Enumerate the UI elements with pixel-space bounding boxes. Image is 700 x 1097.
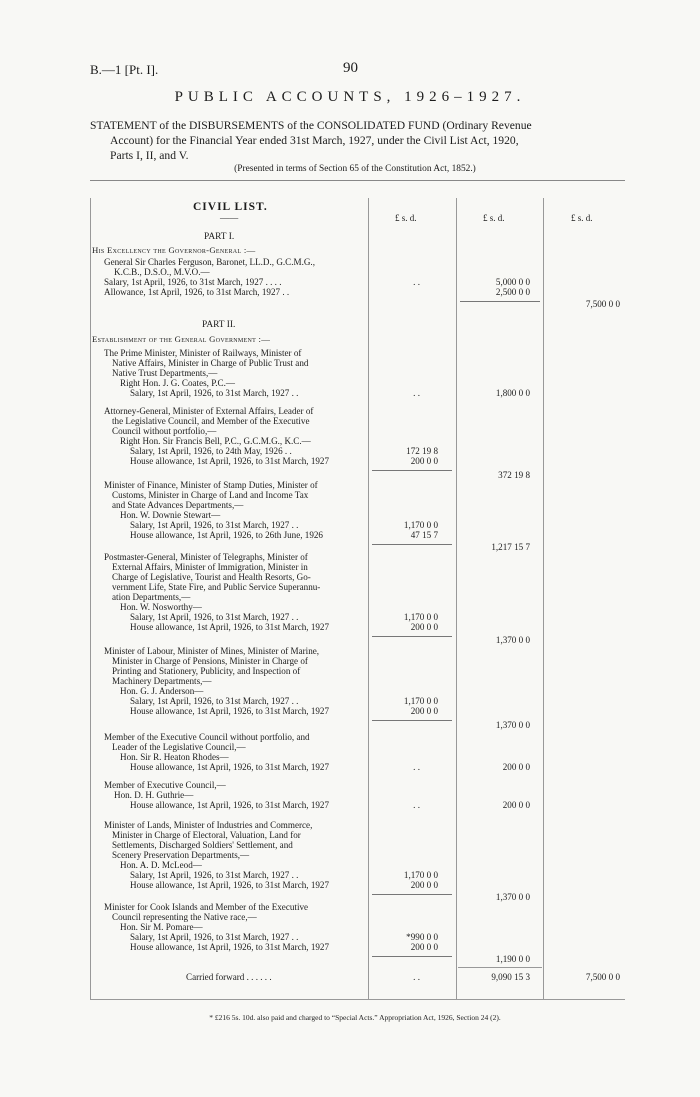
entry-line: House allowance, 1st April, 1926, to 31st March, 1927 <box>130 880 330 890</box>
entry-line: Salary, 1st April, 1926, to 24th May, 1926 . . <box>130 446 292 456</box>
entry-line: Member of Executive Council,— <box>104 780 226 790</box>
entry-sum-rule <box>372 956 452 957</box>
carried-forward-rule <box>458 967 542 968</box>
entry-line: and State Advances Departments,— <box>112 500 244 510</box>
table-bottom-rule <box>90 999 625 1000</box>
entry-line: Customs, Minister in Charge of Land and Income Tax <box>112 490 309 500</box>
part-1-line: Salary, 1st April, 1926, to 31st March, 1927 . . . . <box>104 277 282 287</box>
part-1-line: Allowance, 1st April, 1926, to 31st March, 1927 . . <box>104 287 290 297</box>
part-1-title: PART I. <box>204 232 235 242</box>
entry-sum-rule <box>372 636 452 637</box>
entry-col2: 1,190 0 0 <box>495 954 530 964</box>
part-2-heading: Establishment of the General Government :— <box>92 334 271 344</box>
entry-line: Right Hon. J. G. Coates, P.C.— <box>120 378 235 388</box>
column-rule-3 <box>543 198 544 1000</box>
statement-title <box>90 118 620 163</box>
statement-line-3: Parts I, II, and V. <box>110 149 189 162</box>
entry-line: Minister for Cook Islands and Member of the Executive <box>104 902 309 912</box>
entry-line: Hon. Sir R. Heaton Rhodes— <box>120 752 229 762</box>
entry-line: Settlements, Discharged Soldiers' Settlement, and <box>112 840 293 850</box>
entry-line: Hon. W. Nosworthy— <box>120 602 202 612</box>
entry-line: Hon. D. H. Guthrie— <box>114 790 194 800</box>
entry-col1a: 1,170 0 0 <box>403 696 438 706</box>
entry-line: Salary, 1st April, 1926, to 31st March, 1927 . . <box>130 696 299 706</box>
entry-line: House allowance, 1st April, 1926, to 31st March, 1927 <box>130 622 330 632</box>
part-2-title: PART II. <box>202 320 236 330</box>
entry-col1a: 1,170 0 0 <box>403 520 438 530</box>
carried-forward-col1: . . <box>413 972 420 982</box>
table-top-rule <box>90 180 625 181</box>
entry-line: Member of the Executive Council without portfolio, and <box>104 732 310 742</box>
part-1-heading: His Excellency the Governor-General :— <box>92 245 256 255</box>
entry-line: Native Affairs, Minister in Charge of Public Trust and <box>112 358 309 368</box>
entry-line: Attorney-General, Minister of External Affairs, Leader of <box>104 406 314 416</box>
col3-currency-header: £ s. d. <box>571 213 593 223</box>
entry-line: Minister of Finance, Minister of Stamp Duties, Minister of <box>104 480 318 490</box>
entry-line: Salary, 1st April, 1926, to 31st March, 1927 . . <box>130 870 299 880</box>
entry-line: House allowance, 1st April, 1926, to 26th June, 1926 <box>130 530 323 540</box>
entry-col1a: *990 0 0 <box>406 932 438 942</box>
column-rule-2 <box>456 198 457 1000</box>
footnote: * £216 5s. 10d. also paid and charged to “Special Acts.” Appropriation Act, 1926, Section 24 (2). <box>209 1013 501 1022</box>
entry-col1a: 172 19 8 <box>406 446 438 456</box>
table-left-rule <box>90 198 91 1000</box>
entry-line: vernment Life, State Fire, and Public Service Superannu- <box>112 582 321 592</box>
entry-col2: 372 19 8 <box>498 470 530 480</box>
entry-line: Charge of Legislative, Tourist and Health Resorts, Go- <box>112 572 311 582</box>
carried-forward-col3: 7,500 0 0 <box>585 972 620 982</box>
entry-line: Native Trust Departments,— <box>112 368 218 378</box>
carried-forward-label: Carried forward . . . . . . <box>186 972 272 982</box>
col2-currency-header: £ s. d. <box>483 213 505 223</box>
part-1-sum-rule <box>460 301 540 302</box>
civil-list-heading: CIVIL LIST. <box>193 201 268 213</box>
entry-line: House allowance, 1st April, 1926, to 31st March, 1927 <box>130 456 330 466</box>
part-1-salary: 5,000 0 0 <box>495 277 530 287</box>
entry-sum-rule <box>372 470 452 471</box>
entry-line: House allowance, 1st April, 1926, to 31st March, 1927 <box>130 762 330 772</box>
entry-line: Minister in Charge of Electoral, Valuation, Land for <box>112 830 301 840</box>
entry-col1b: 200 0 0 <box>410 706 438 716</box>
entry-sum-rule <box>372 894 452 895</box>
entry-line: Postmaster-General, Minister of Telegraphs, Minister of <box>104 552 308 562</box>
entry-line: The Prime Minister, Minister of Railways, Minister of <box>104 348 302 358</box>
entry-col2: 1,217 15 7 <box>491 542 530 552</box>
entry-col2: 200 0 0 <box>502 800 530 810</box>
entry-line: Salary, 1st April, 1926, to 31st March, 1927 . . <box>130 388 299 398</box>
document-reference: B.—1 [Pt. I]. <box>90 62 159 77</box>
entry-sum-rule <box>372 544 452 545</box>
entry-col2: 200 0 0 <box>502 762 530 772</box>
entry-line: Leader of the Legislative Council,— <box>112 742 246 752</box>
part-1-total: 7,500 0 0 <box>585 299 620 309</box>
entry-line: Council representing the Native race,— <box>112 912 257 922</box>
entry-line: House allowance, 1st April, 1926, to 31st March, 1927 <box>130 800 330 810</box>
entry-line: Minister in Charge of Pensions, Minister in Charge of <box>112 656 308 666</box>
presented-note: (Presented in terms of Section 65 of the Constitution Act, 1852.) <box>234 164 476 174</box>
entry-line: Hon. A. D. McLeod— <box>120 860 202 870</box>
entry-line: Machinery Departments,— <box>112 676 212 686</box>
entry-col2: 1,370 0 0 <box>495 720 530 730</box>
entry-line: Hon. Sir M. Pomare— <box>120 922 203 932</box>
entry-col1: . . <box>413 762 420 772</box>
col1-currency-header: £ s. d. <box>395 213 417 223</box>
entry-line: Right Hon. Sir Francis Bell, P.C., G.C.M.G., K.C.— <box>120 436 311 446</box>
entry-line: Printing and Stationery, Publicity, and Inspection of <box>112 666 301 676</box>
carried-forward-col2: 9,090 15 3 <box>491 972 530 982</box>
entry-col1b: 47 15 7 <box>410 530 438 540</box>
entry-col1b: 200 0 0 <box>410 622 438 632</box>
entry-line: Council without portfolio,— <box>112 426 217 436</box>
entry-col2: 1,370 0 0 <box>495 892 530 902</box>
entry-line: House allowance, 1st April, 1926, to 31st March, 1927 <box>130 942 330 952</box>
entry-line: ation Departments,— <box>112 592 191 602</box>
entry-line: Salary, 1st April, 1926, to 31st March, 1927 . . <box>130 932 299 942</box>
statement-line-2: Account) for the Financial Year ended 31st March, 1927, under the Civil List Act, 1920, <box>110 134 519 147</box>
entry-line: the Legislative Council, and Member of the Executive <box>112 416 310 426</box>
entry-col1: . . <box>413 800 420 810</box>
entry-line: Salary, 1st April, 1926, to 31st March, 1927 . . <box>130 612 299 622</box>
heading-dash: —— <box>220 213 239 223</box>
entry-col2: 1,800 0 0 <box>495 388 530 398</box>
entry-col1b: 200 0 0 <box>410 942 438 952</box>
page-number: 90 <box>343 60 358 76</box>
entry-line: Scenery Preservation Departments,— <box>112 850 250 860</box>
part-1-col1-dots: . . <box>413 277 420 287</box>
entry-line: External Affairs, Minister of Immigration, Minister in <box>112 562 308 572</box>
statement-line-1: STATEMENT of the DISBURSEMENTS of the CONSOLIDATED FUND (Ordinary Revenue <box>90 119 532 132</box>
entry-line: Hon. W. Downie Stewart— <box>120 510 221 520</box>
entry-line: Hon. G. J. Anderson— <box>120 686 204 696</box>
accounts-table <box>90 180 625 1000</box>
entry-sum-rule <box>372 720 452 721</box>
entry-col2: 1,370 0 0 <box>495 635 530 645</box>
page-title: PUBLIC ACCOUNTS, 1926–1927. <box>174 89 526 105</box>
part-1-line: K.C.B., D.S.O., M.V.O.— <box>114 267 210 277</box>
entry-col1a: 1,170 0 0 <box>403 870 438 880</box>
entry-line: Minister of Lands, Minister of Industries and Commerce, <box>104 820 313 830</box>
part-1-allowance: 2,500 0 0 <box>495 287 530 297</box>
entry-col1: . . <box>413 388 420 398</box>
entry-line: Salary, 1st April, 1926, to 31st March, 1927 . . <box>130 520 299 530</box>
part-1-line: General Sir Charles Ferguson, Baronet, LL.D., G.C.M.G., <box>104 257 315 267</box>
entry-line: House allowance, 1st April, 1926, to 31st March, 1927 <box>130 706 330 716</box>
entry-col1a: 1,170 0 0 <box>403 612 438 622</box>
entry-col1b: 200 0 0 <box>410 456 438 466</box>
entry-line: Minister of Labour, Minister of Mines, Minister of Marine, <box>104 646 320 656</box>
entry-col1b: 200 0 0 <box>410 880 438 890</box>
